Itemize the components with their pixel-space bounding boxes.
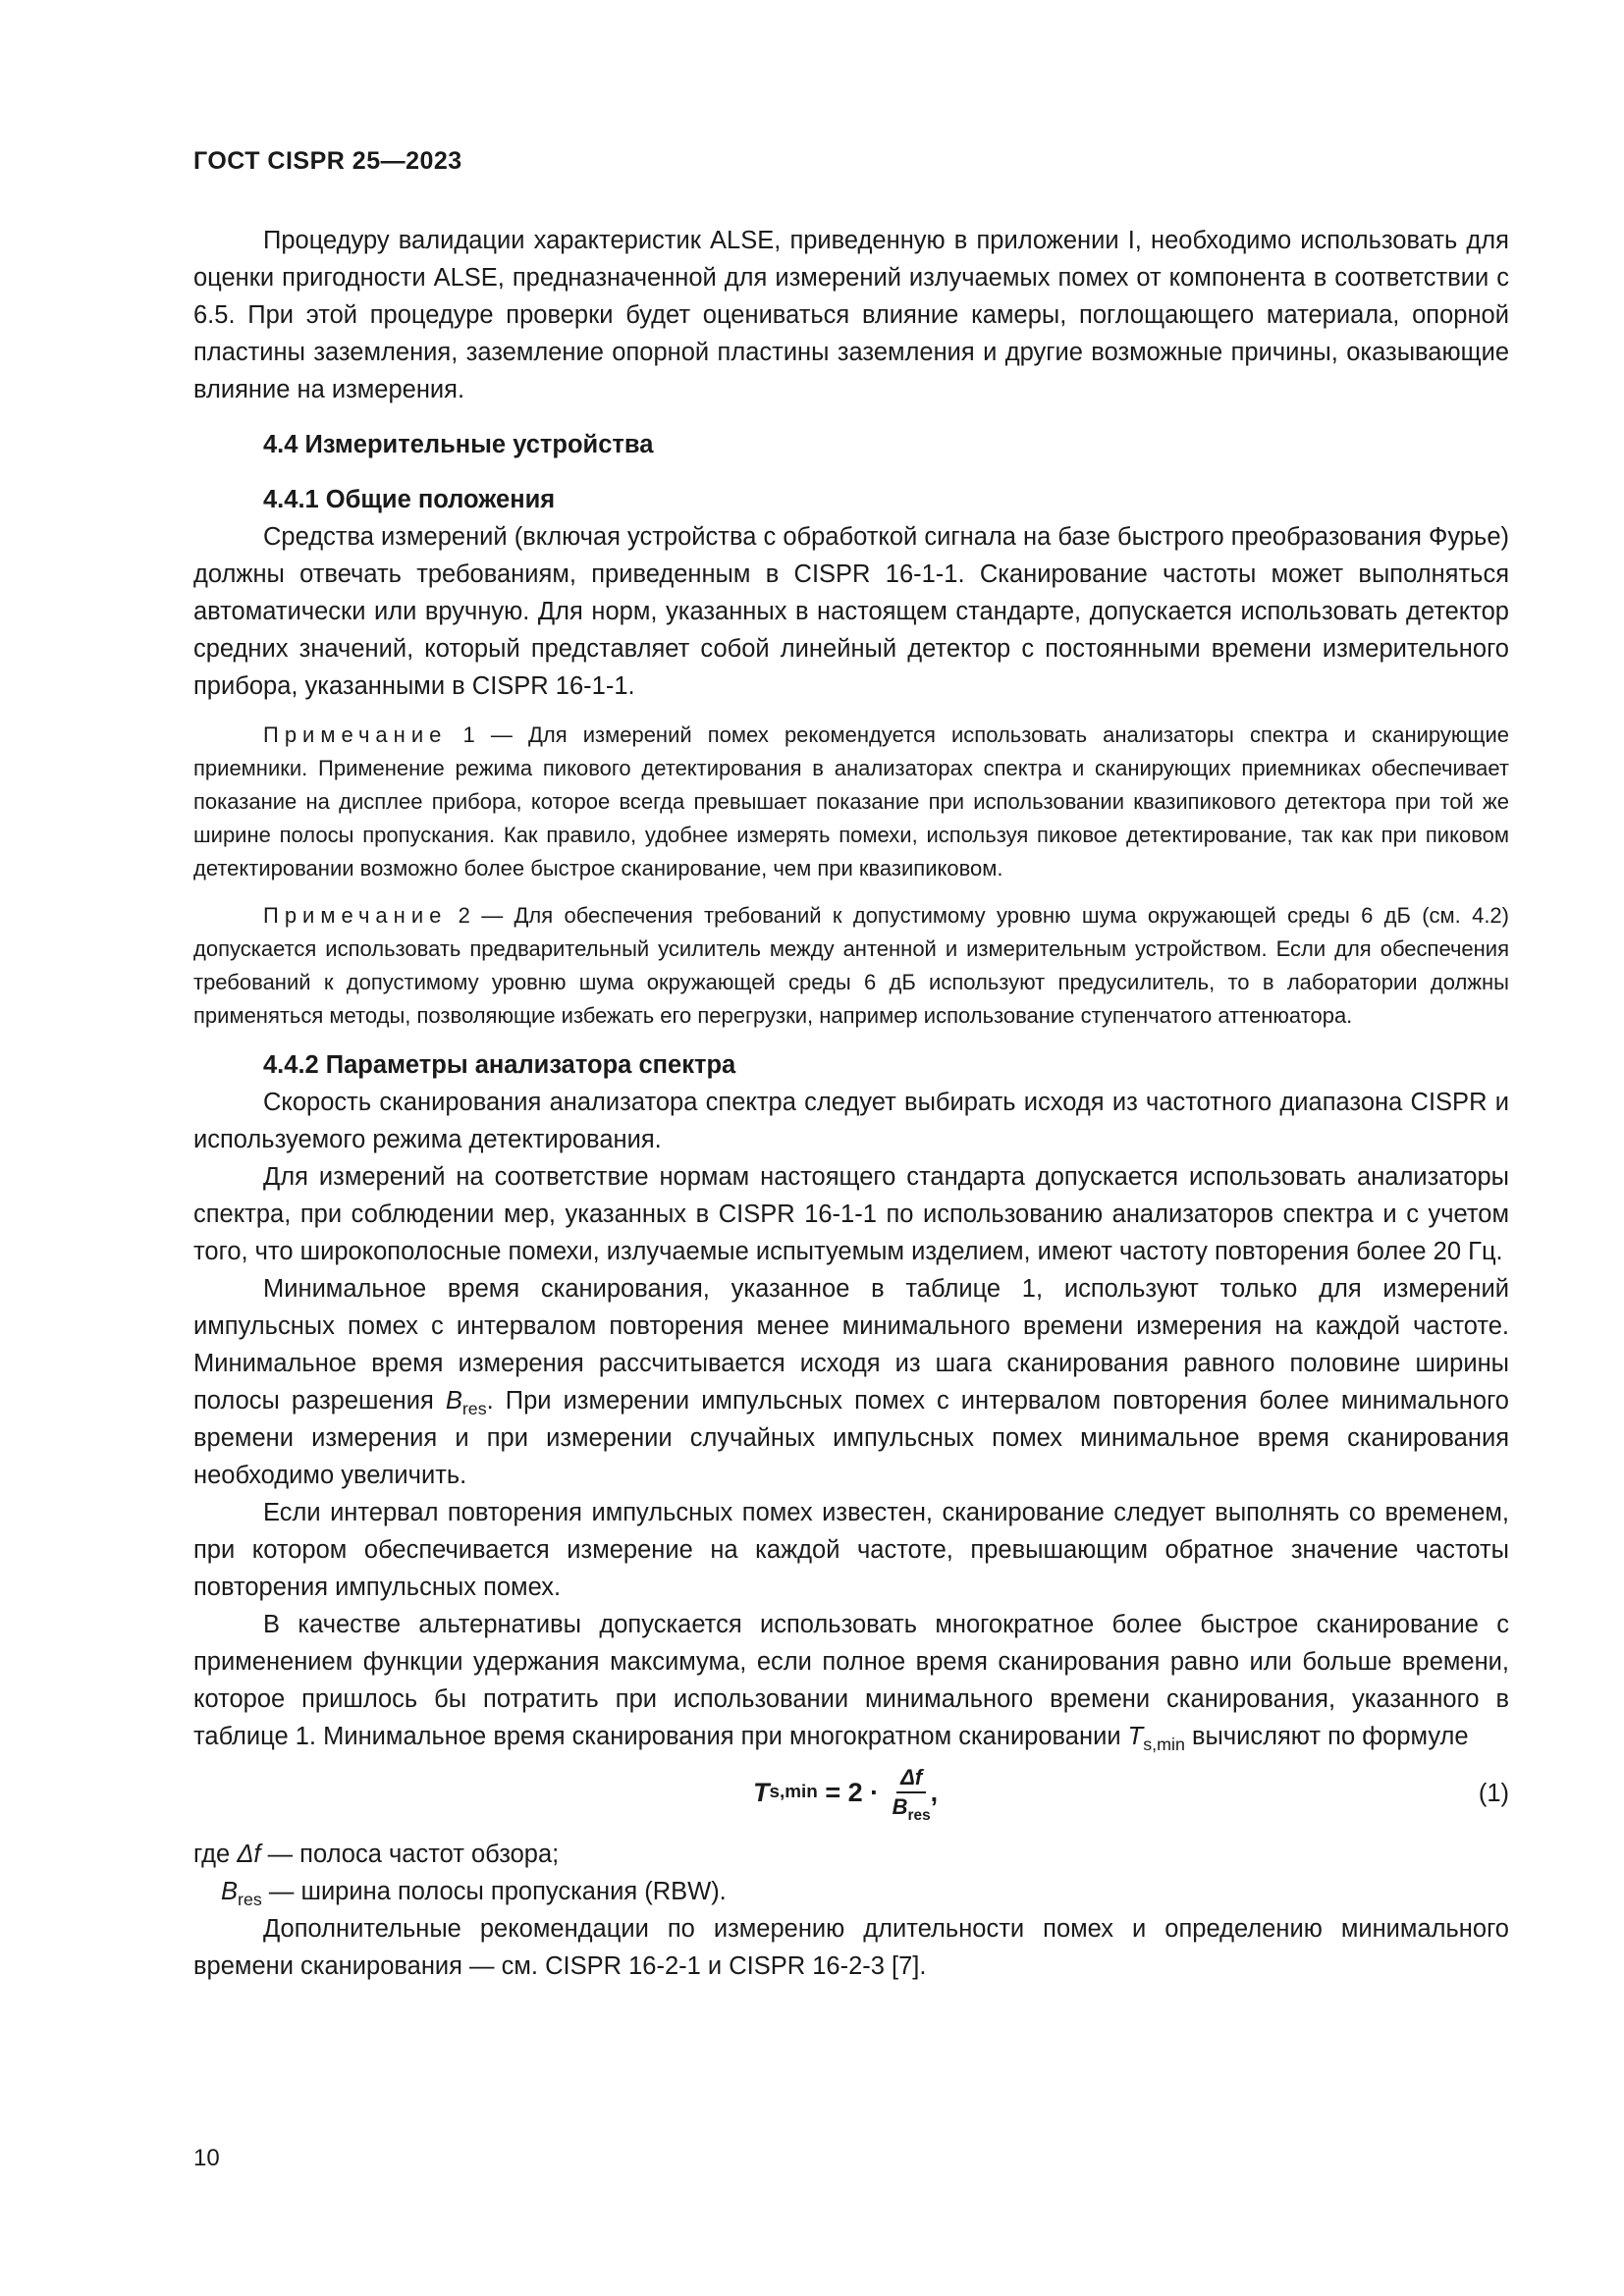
section-4-4-2-heading: 4.4.2 Параметры анализатора спектра xyxy=(263,1051,736,1079)
p5-text-a: В качестве альтернативы допускается использовать многократное более быстрое сканирование с применением функции удержания максимума, если полное время сканирования равно или больше времени, которое пришлось бы потратить при использовании минимального времени сканирования, указанного в таблице 1. Минимальное время сканирования при многократном сканировании xyxy=(193,1611,1509,1750)
page-number: 10 xyxy=(193,2145,220,2171)
formula-denominator-subscript: res xyxy=(907,1807,931,1824)
where-line-1-prefix: где xyxy=(193,1841,238,1868)
p5-subscript: s,min xyxy=(1143,1735,1185,1754)
note-2-label: Примечание xyxy=(263,903,448,928)
p5-text-b: вычисляют по формуле xyxy=(1184,1723,1469,1750)
intro-paragraph: Процедуру валидации характеристик ALSE, приведенную в приложении I, необходимо использовать для оценки пригодности ALSE, предназначенной для измерений излучаемых помех от компонента в соответствии с 6.5. При этой процедуре проверки будет оцениваться влияние камеры, поглощающего материала, опорной пластины заземления, заземление опорной пластины заземления и другие возможные причины, оказывающие влияние на измерения. xyxy=(193,227,1509,403)
formula-denominator-symbol: B xyxy=(892,1794,908,1819)
where-line-1-text: — полоса частот обзора; xyxy=(260,1841,560,1868)
formula-lhs-symbol: T xyxy=(753,1778,770,1807)
formula-number: (1) xyxy=(1478,1780,1509,1807)
formula-equals: = 2 · xyxy=(817,1778,887,1807)
where-line-1 xyxy=(193,1836,1509,1873)
where-line-2-text: — ширина полосы пропускания (RBW). xyxy=(261,1878,727,1905)
formula-trailing-comma: , xyxy=(930,1778,939,1807)
formula-1 xyxy=(193,1761,1509,1830)
where-line-2 xyxy=(193,1873,1509,1910)
p3-subscript: res xyxy=(461,1399,487,1418)
note-2 xyxy=(193,899,1509,1033)
p5-symbol: T xyxy=(1127,1723,1144,1750)
section-4-4-2-paragraph-3 xyxy=(193,1270,1509,1494)
closing-paragraph: Дополнительные рекомендации по измерению длительности помех и определению минимального времени сканирования — см. CISPR 16-2-1 и CISPR 16-2-3 [7]. xyxy=(193,1915,1509,1980)
section-4-4-2-paragraph-5 xyxy=(193,1606,1509,1755)
p3-text-a: Минимальное время сканирования, указанное в таблице 1, используют только для измерений импульсных помех с интервалом повторения менее минимального времени измерения на каждой частоте. Минимальное время измерения рассчитывается исходя из шага сканирования равного половине ширины полосы разрешения xyxy=(193,1275,1509,1415)
section-4-4-2-paragraph-4: Если интервал повторения импульсных помех известен, сканирование следует выполнять со временем, при котором обеспечивается измерение на каждой частоте, превышающим обратное значение частоты повторения импульсных помех. xyxy=(193,1499,1509,1601)
where-line-2-subscript: res xyxy=(238,1890,262,1909)
p3-symbol: B xyxy=(445,1387,462,1415)
note-1-label: Примечание xyxy=(263,722,448,747)
formula-fraction xyxy=(892,1765,931,1824)
section-4-4-1-heading: 4.4.1 Общие положения xyxy=(263,486,556,513)
section-4-4-2-paragraph-1: Скорость сканирования анализатора спектра следует выбирать исходя из частотного диапазона CISPR и используемого режима детектирования. xyxy=(193,1089,1509,1153)
section-4-4-2-paragraph-2: Для измерений на соответствие нормам настоящего стандарта допускается использовать анализаторы спектра, при соблюдении мер, указанных в CISPR 16-1-1 по использованию анализаторов спектра и с учетом того, что широкополосные помехи, излучаемые испытуемым изделием, имеют частоту повторения более 20 Гц. xyxy=(193,1163,1509,1265)
formula-denominator xyxy=(892,1793,931,1824)
note-1 xyxy=(193,719,1509,885)
section-4-4-heading: 4.4 Измерительные устройства xyxy=(263,431,654,458)
where-line-1-symbol: Δf xyxy=(237,1841,261,1868)
formula-expression: T s,min = 2 · $\frac{\Delta f}{B_{res}}$ , xyxy=(753,1765,939,1824)
p3-text-b: . При измерении импульсных помех с интервалом повторения более минимального времени измерения и при измерении случайных импульсных помех минимальное время сканирования необходимо увеличить. xyxy=(193,1387,1509,1489)
section-4-4-1-paragraph: Средства измерений (включая устройства с обработкой сигнала на базе быстрого преобразования Фурье) должны отвечать требованиям, приведенным в CISPR 16-1-1. Сканирование частоты может выполняться автоматически или вручную. Для норм, указанных в настоящем стандарте, допускается использовать детектор средних значений, который представляет собой линейный детектор с постоянными времени измерительного прибора, указанными в CISPR 16-1-1. xyxy=(193,523,1509,700)
document-body xyxy=(193,222,1509,1985)
note-1-text: 1 — Для измерений помех рекомендуется использовать анализаторы спектра и сканирующие приемники. Применение режима пикового детектирования в анализаторах спектра и сканирующих приемниках обеспечивает показание на дисплее прибора, которое всегда превышает показание при использовании квазипикового детектора при той же ширине полосы пропускания. Как правило, удобнее измерять помехи, используя пиковое детектирование, так как при пиковом детектировании возможно более быстрое сканирование, чем при квазипиковом. xyxy=(193,722,1509,881)
where-line-2-symbol: B xyxy=(221,1878,239,1905)
formula-numerator: Δf xyxy=(896,1765,926,1793)
document-header: ГОСТ CISPR 25—2023 xyxy=(193,147,462,175)
note-2-text: 2 — Для обеспечения требований к допустимому уровню шума окружающей среды 6 дБ (см. 4.2) допускается использовать предварительный усилитель между антенной и измерительным устройством. Если для обеспечения требований к допустимому уровню шума окружающей среды 6 дБ используют предусилитель, то в лаборатории должны применяться методы, позволяющие избежать его перегрузки, например использование ступенчатого аттенюатора. xyxy=(193,903,1509,1028)
